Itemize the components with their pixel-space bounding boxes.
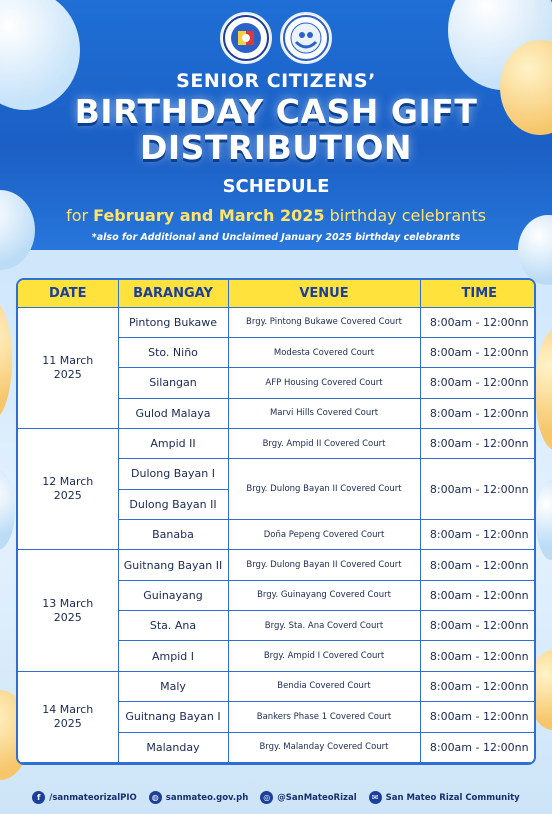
- venue-cell: Doña Pepeng Covered Court: [228, 520, 420, 550]
- globe-icon: ◍: [149, 791, 162, 804]
- barangay-cell: Ampid I: [118, 641, 228, 671]
- table-row: [18, 428, 536, 458]
- venue-cell: Brgy. Pintong Bukawe Covered Court: [228, 307, 420, 337]
- time-cell: 8:00am - 12:00nn: [420, 580, 536, 610]
- time-cell: 8:00am - 12:00nn: [420, 702, 536, 732]
- barangay-cell: Ampid II: [118, 428, 228, 458]
- barangay-cell: Dulong Bayan II: [118, 489, 228, 519]
- venue-cell: Marvi Hills Covered Court: [228, 398, 420, 428]
- venue-cell: Brgy. Dulong Bayan II Covered Court: [228, 459, 420, 520]
- barangay-cell: Guinayang: [118, 580, 228, 610]
- barangay-cell: Sto. Niño: [118, 337, 228, 367]
- table-header-row: [18, 280, 536, 307]
- time-cell: 8:00am - 12:00nn: [420, 398, 536, 428]
- barangay-cell: Sta. Ana: [118, 611, 228, 641]
- main-title-line2: DISTRIBUTION: [139, 128, 413, 167]
- venue-cell: Brgy. Malanday Covered Court: [228, 732, 420, 762]
- footer-website[interactable]: [149, 791, 248, 804]
- main-title-line1: BIRTHDAY CASH GIFT: [74, 92, 478, 131]
- main-title: [0, 94, 552, 166]
- time-cell: 8:00am - 12:00nn: [420, 611, 536, 641]
- barangay-cell: Pintong Bukawe: [118, 307, 228, 337]
- venue-cell: Modesta Covered Court: [228, 337, 420, 367]
- facebook-icon: f: [32, 791, 45, 804]
- website-url: sanmateo.gov.ph: [165, 792, 249, 803]
- header-barangay: BARANGAY: [118, 280, 228, 307]
- subtitle-suffix: birthday celebrants: [324, 206, 486, 225]
- barangay-cell: Maly: [118, 671, 228, 701]
- footer-community[interactable]: [369, 791, 520, 804]
- municipal-seal-logo: [220, 12, 272, 64]
- barangay-cell: Silangan: [118, 368, 228, 398]
- date-cell: 11 March 2025: [18, 307, 118, 428]
- date-cell: 13 March 2025: [18, 550, 118, 671]
- barangay-cell: Guitnang Bayan II: [118, 550, 228, 580]
- time-cell: 8:00am - 12:00nn: [420, 641, 536, 671]
- venue-cell: Brgy. Guinayang Covered Court: [228, 580, 420, 610]
- table-row: [18, 550, 536, 580]
- table-row: [18, 671, 536, 701]
- barangay-cell: Dulong Bayan I: [118, 459, 228, 489]
- header-date: DATE: [18, 280, 118, 307]
- instagram-icon: ◎: [260, 791, 273, 804]
- venue-cell: Brgy. Dulong Bayan II Covered Court: [228, 550, 420, 580]
- footer-facebook[interactable]: [32, 791, 137, 804]
- venue-cell: Brgy. Ampid II Covered Court: [228, 428, 420, 458]
- schedule-table: [16, 278, 536, 765]
- community-name: San Mateo Rizal Community: [385, 792, 520, 803]
- title-senior-citizens: SENIOR CITIZENS’: [176, 70, 376, 92]
- footer-social[interactable]: [260, 791, 356, 804]
- venue-cell: Brgy. Sta. Ana Coverd Court: [228, 611, 420, 641]
- time-cell: 8:00am - 12:00nn: [420, 368, 536, 398]
- barangay-cell: Banaba: [118, 520, 228, 550]
- venue-cell: Bankers Phase 1 Covered Court: [228, 702, 420, 732]
- barangay-cell: Guitnang Bayan I: [118, 702, 228, 732]
- barangay-cell: Gulod Malaya: [118, 398, 228, 428]
- time-cell: 8:00am - 12:00nn: [420, 520, 536, 550]
- title-schedule: SCHEDULE: [222, 176, 330, 197]
- footer-contacts: [0, 781, 552, 814]
- facebook-handle: /sanmateorizalPIO: [49, 792, 137, 803]
- subtitle-prefix: for: [66, 206, 94, 225]
- date-cell: 14 March 2025: [18, 671, 118, 762]
- chat-icon: ✉: [369, 791, 382, 804]
- venue-cell: Bendia Covered Court: [228, 671, 420, 701]
- time-cell: 8:00am - 12:00nn: [420, 550, 536, 580]
- logo-row: [0, 12, 552, 64]
- time-cell: 8:00am - 12:00nn: [420, 732, 536, 762]
- venue-cell: Brgy. Ampid I Covered Court: [228, 641, 420, 671]
- social-handle: @SanMateoRizal: [277, 792, 357, 803]
- date-cell: 12 March 2025: [18, 428, 118, 549]
- venue-cell: AFP Housing Covered Court: [228, 368, 420, 398]
- time-cell: 8:00am - 12:00nn: [420, 337, 536, 367]
- header-venue: VENUE: [228, 280, 420, 307]
- time-cell: 8:00am - 12:00nn: [420, 671, 536, 701]
- senior-citizens-office-logo: [280, 12, 332, 64]
- barangay-cell: Malanday: [118, 732, 228, 762]
- table-row: [18, 307, 536, 337]
- time-cell: 8:00am - 12:00nn: [420, 428, 536, 458]
- subtitle-months: February and March 2025: [93, 206, 325, 225]
- additional-note: *also for Additional and Unclaimed January 2025 birthday celebrants: [91, 232, 461, 243]
- header-time: TIME: [420, 280, 536, 307]
- time-cell: 8:00am - 12:00nn: [420, 307, 536, 337]
- time-cell: 8:00am - 12:00nn: [420, 459, 536, 520]
- celebrants-subtitle: [0, 206, 552, 225]
